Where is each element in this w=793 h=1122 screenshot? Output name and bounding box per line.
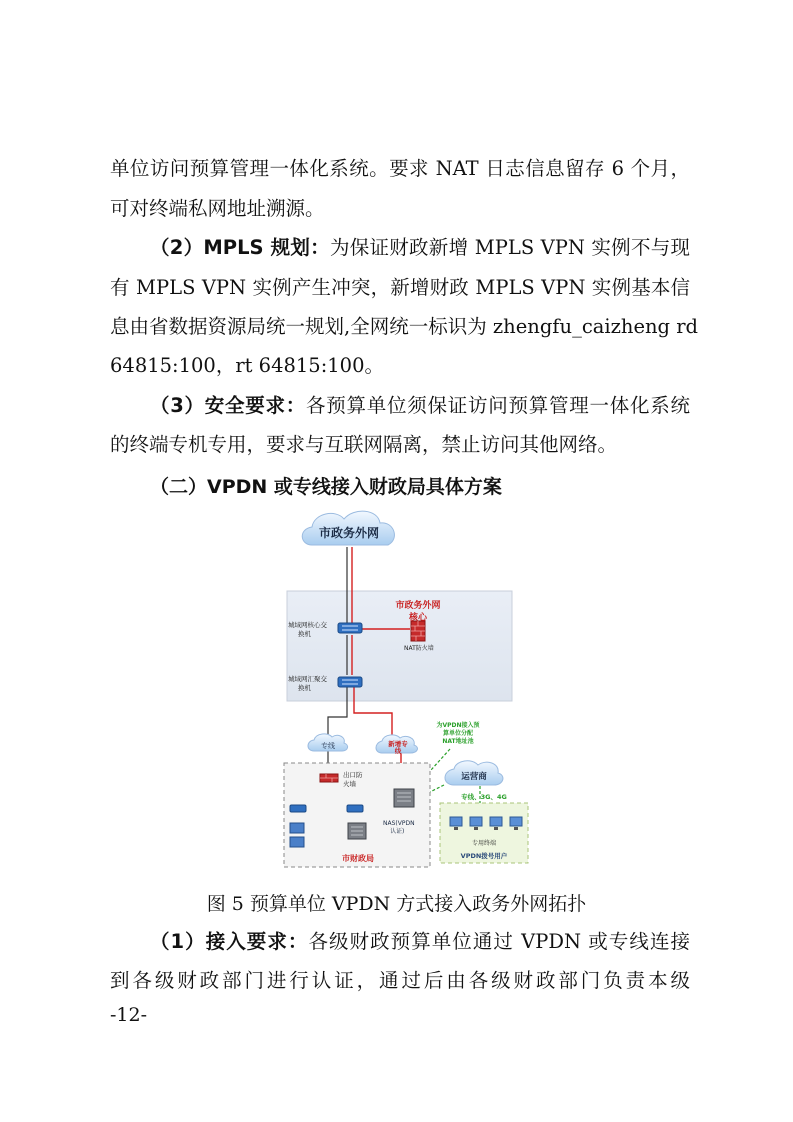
security-line-1 [150, 394, 690, 418]
access-line-2: 到各级财政部门进行认证，通过后由各级财政部门负责本级 [110, 969, 690, 992]
cloud-new-label-1: 新增专 [388, 740, 408, 748]
mpls-line-4: 64815:100，rt 64815:100。 [110, 354, 384, 377]
vpdn-users-label: VPDN拨号用户 [460, 852, 508, 860]
security-line1-text: 各预算单位须保证访问预算管理一体化系统 [306, 394, 690, 417]
security-label: （3）安全要求： [150, 394, 307, 417]
finance-server-rack-icon [348, 823, 366, 839]
finance-switch-a-icon [290, 805, 306, 812]
exit-fw-label-2: 火墙 [343, 780, 356, 788]
agg-switch-label-1: 城域网汇聚交 [288, 675, 327, 683]
cloud-new-leased-line [376, 735, 417, 755]
mpls-label: （2）MPLS 规划： [150, 236, 330, 259]
core-label-1: 市政务外网 [395, 601, 441, 611]
access-line1-text: 各级财政预算单位通过 VPDN 或专线连接 [308, 930, 690, 953]
exit-fw-label-1: 出口防 [343, 771, 363, 779]
nat-firewall-icon [411, 621, 425, 641]
access-line-1 [150, 930, 690, 954]
cloud-top-label: 市政务外网 [318, 526, 380, 540]
cloud-leased-line [308, 734, 348, 751]
finance-switch-b-icon [347, 805, 363, 812]
paragraph-line-2: 可对终端私网地址溯源。 [110, 197, 325, 220]
core-label-2: 核心 [408, 613, 428, 623]
network-topology-diagram [270, 505, 540, 879]
core-switch-label-2: 换机 [298, 630, 311, 638]
access-types-label: 专线、3G、4G [461, 793, 507, 801]
nas-server-icon [394, 789, 414, 807]
mpls-line1-text: 为保证财政新增 MPLS VPN 实例不与现 [329, 236, 690, 259]
nat-firewall-label: NAT防火墙 [404, 645, 434, 652]
finance-bureau-label: 市财政局 [342, 854, 374, 863]
section-heading: （二）VPDN 或专线接入财政局具体方案 [150, 476, 502, 498]
cloud-new-label-2: 线 [394, 747, 402, 755]
mpls-line-2: 有 MPLS VPN 实例产生冲突，新增财政 MPLS VPN 实例基本信 [110, 276, 690, 299]
mpls-line-1 [150, 236, 690, 260]
cloud-leased-label: 专线 [321, 742, 335, 750]
paragraph-line-1: 单位访问预算管理一体化系统。要求 NAT 日志信息留存 6 个月， [110, 157, 690, 180]
note-label-3: NAT地址池 [442, 738, 474, 745]
mpls-line-3: 息由省数据资源局统一规划,全网统一标识为 zhengfu_caizheng rd [110, 315, 699, 338]
figure-caption: 图 5 预算单位 VPDN 方式接入政务外网拓扑 [206, 893, 587, 915]
dedicated-terminal-label: 专用终端 [471, 840, 497, 847]
cloud-operator [445, 761, 503, 785]
exit-firewall-icon [320, 774, 338, 782]
agg-switch-icon [338, 677, 362, 687]
core-switch-icon [338, 623, 362, 633]
nas-label-1: NAS(VPDN [383, 820, 415, 827]
agg-switch-label-2: 换机 [298, 684, 311, 692]
core-switch-label-1: 城域网核心交 [288, 621, 327, 629]
note-label-1: 为VPDN接入预 [436, 722, 480, 729]
cloud-city-extranet [302, 511, 394, 545]
nas-label-2: 认证) [390, 828, 405, 835]
cloud-operator-label: 运营商 [461, 772, 487, 782]
note-label-2: 算单位分配 [442, 730, 474, 737]
page-number: -12- [110, 1004, 148, 1026]
security-line-2: 的终端专机专用，要求与互联网隔离，禁止访问其他网络。 [110, 433, 618, 456]
access-label: （1）接入要求： [150, 930, 309, 953]
